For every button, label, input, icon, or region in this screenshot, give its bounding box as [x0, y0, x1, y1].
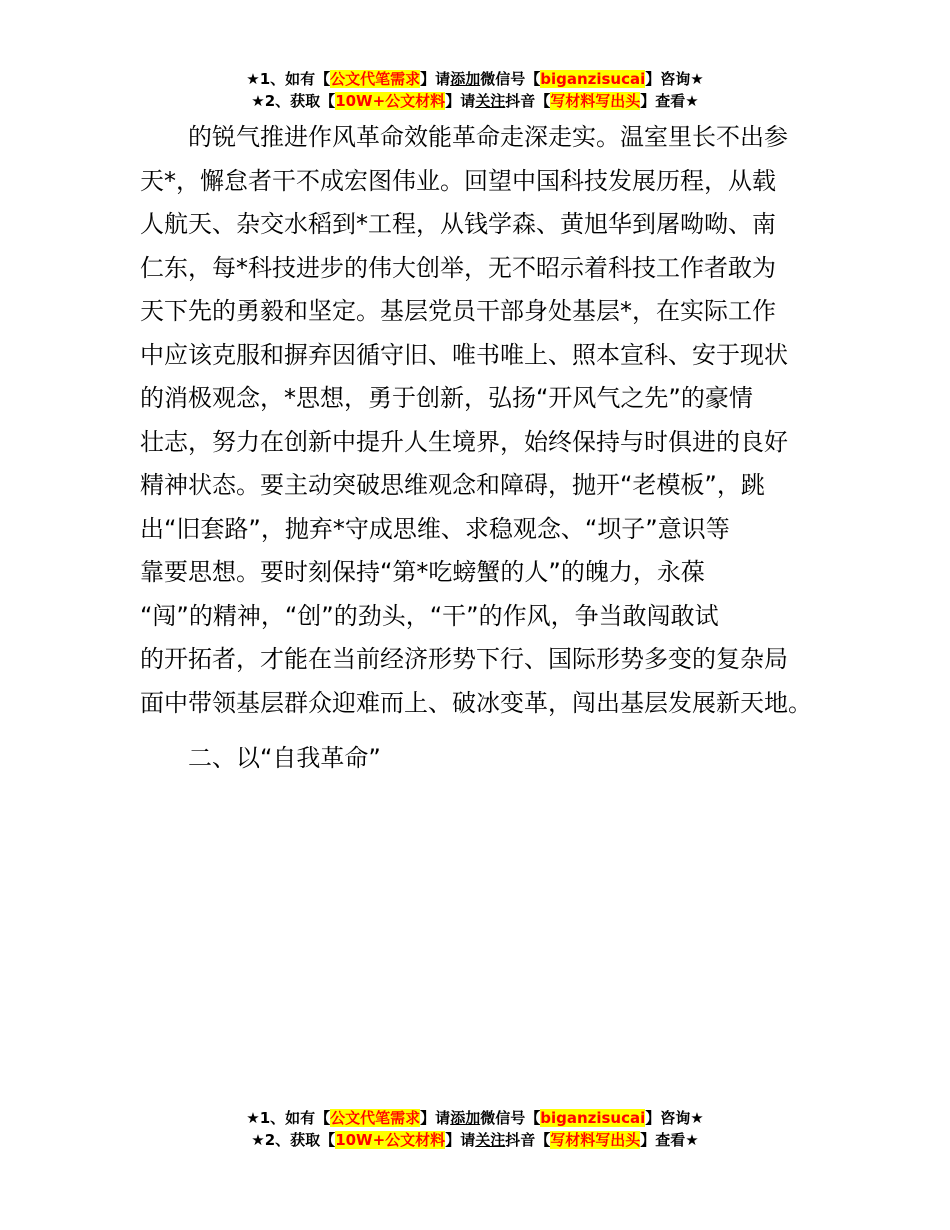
banner-text: 】请 — [420, 70, 451, 88]
highlight-text: 公文代笔需求 — [330, 1109, 421, 1127]
body-line: 中应该克服和摒弃因循守旧、唯书唯上、照本宣科、安于现状 — [140, 340, 788, 369]
banner-text: 微信号【 — [480, 70, 541, 88]
body-line: 壮志，努力在创新中提升人生境界，始终保持与时俱进的良好 — [140, 427, 788, 456]
banner-text: 】请 — [420, 1109, 451, 1127]
banner-text: 】咨询★ — [645, 70, 704, 88]
body-line: 的开拓者，才能在当前经济形势下行、国际形势多变的复杂局 — [140, 645, 788, 673]
body-line: 出“旧套路”，抛弃*守成思维、求稳观念、“坝子”意识等 — [140, 514, 730, 543]
banner-text: 】请 — [445, 92, 476, 110]
banner-text: 抖音【 — [505, 92, 551, 110]
body-line: 天下先的勇毅和坚定。基层党员干部身处基层*，在实际工作 — [140, 297, 776, 325]
banner-text: 】查看★ — [640, 92, 699, 110]
body-line: 精神状态。要主动突破思维观念和障碍，抛开“老模板”，跳 — [140, 471, 765, 499]
banner-text: 微信号【 — [480, 1109, 541, 1127]
highlight-text: 10W+公文材料 — [335, 92, 446, 110]
body-line: 天*，懈怠者干不成宏图伟业。回望中国科技发展历程，从载 — [140, 166, 776, 195]
banner-text: 】查看★ — [640, 1131, 699, 1149]
highlight-text: 写材料写出头 — [550, 1131, 641, 1149]
banner-text: 】咨询★ — [645, 1109, 704, 1127]
banner-text: ★1、如有【 — [246, 70, 331, 88]
banner-text: ★1、如有【 — [246, 1109, 331, 1127]
highlight-text: biganzisucai — [540, 1109, 646, 1127]
body-line: 面中带领基层群众迎难而上、破冰变革，闯出基层发展新天地。 — [140, 688, 812, 717]
highlight-text: 10W+公文材料 — [335, 1131, 446, 1149]
banner-text: ★2、获取【 — [251, 1131, 336, 1149]
body-paragraph — [140, 116, 820, 725]
body-line: 靠要思想。要时刻保持“第*吃螃蟹的人”的魄力，永葆 — [140, 558, 705, 586]
body-line: 人航天、杂交水稻到*工程，从钱学森、黄旭华到屠呦呦、南 — [140, 210, 776, 238]
header-banner — [0, 68, 950, 112]
underlined-text: 关注 — [475, 1131, 506, 1149]
body-line: 的锐气推进作风革命效能革命走深走实。温室里长不出参 — [188, 123, 788, 151]
footer-banner — [0, 1107, 950, 1151]
underlined-text: 关注 — [475, 92, 506, 110]
underlined-text: 添加 — [450, 1109, 481, 1127]
body-line: 的消极观念，*思想，勇于创新，弘扬“开风气之先”的豪情 — [140, 384, 753, 412]
banner-text: ★2、获取【 — [251, 92, 336, 110]
banner-line-2 — [0, 90, 950, 112]
body-line: 仁东，每*科技进步的伟大创举，无不昭示着科技工作者敢为 — [140, 253, 776, 282]
banner-line-1 — [0, 1107, 950, 1129]
highlight-text: biganzisucai — [540, 70, 646, 88]
banner-text: 】请 — [445, 1131, 476, 1149]
highlight-text: 公文代笔需求 — [330, 70, 421, 88]
underlined-text: 添加 — [450, 70, 481, 88]
highlight-text: 写材料写出头 — [550, 92, 641, 110]
banner-line-1 — [0, 68, 950, 90]
banner-text: 抖音【 — [505, 1131, 551, 1149]
section-heading: 二、以“自我革命” — [188, 744, 381, 772]
body-line: “闯”的精神，“创”的劲头，“干”的作风，争当敢闯敢试 — [140, 601, 719, 630]
banner-line-2 — [0, 1129, 950, 1151]
